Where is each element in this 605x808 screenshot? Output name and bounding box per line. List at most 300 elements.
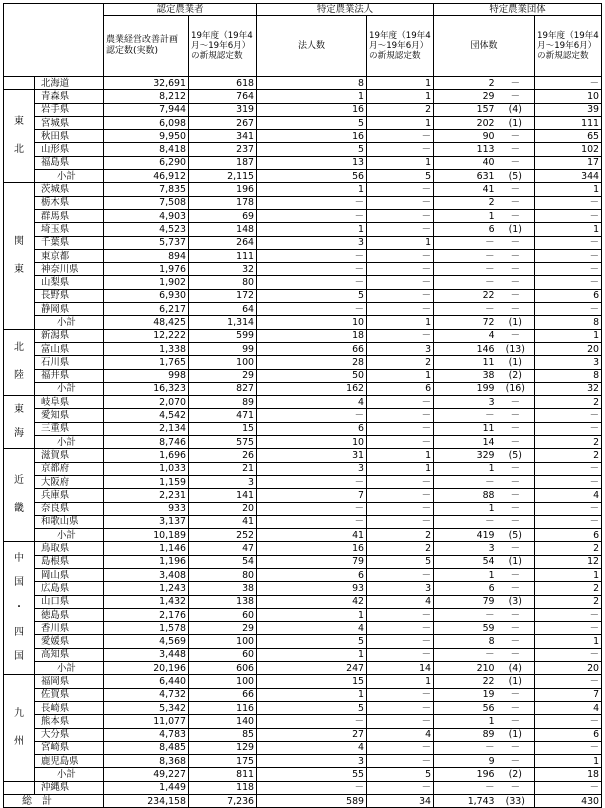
- corp-new-cell: －: [367, 329, 434, 342]
- org-new-cell: －: [535, 77, 602, 90]
- corp-count-cell: －: [257, 781, 367, 794]
- org-new-cell: 4: [535, 489, 602, 502]
- corp-count-cell: 16: [257, 103, 367, 116]
- org-new-cell: －: [535, 249, 602, 262]
- org-new-cell: 8: [535, 369, 602, 382]
- corp-count-cell: 6: [257, 422, 367, 435]
- table-row: [4, 675, 602, 688]
- corp-new-cell: －: [367, 409, 434, 422]
- certified-new-cell: 85: [189, 728, 257, 741]
- subtotal-label: 小計: [35, 170, 104, 183]
- prefecture-name: 秋田県: [35, 130, 104, 143]
- org-paren-cell: －: [497, 741, 535, 754]
- prefecture-name: 鹿児島県: [35, 755, 104, 768]
- org-paren-cell: －: [497, 582, 535, 595]
- prefecture-name: 京都府: [35, 462, 104, 475]
- corp-count-cell: －: [257, 475, 367, 488]
- org-new-cell: 1: [535, 183, 602, 196]
- certified-count-cell: 2,176: [104, 608, 189, 621]
- certified-count-cell: 1,338: [104, 342, 189, 355]
- certified-new-cell: 80: [189, 276, 257, 289]
- table-row: [4, 236, 602, 249]
- table-row: [4, 263, 602, 276]
- corp-count-cell: －: [257, 515, 367, 528]
- certified-count-cell: 32,691: [104, 77, 189, 90]
- table-body: [4, 77, 602, 808]
- certified-new-cell: 29: [189, 622, 257, 635]
- org-count-cell: 11: [434, 422, 497, 435]
- corp-count-cell: 56: [257, 170, 367, 183]
- corp-count-cell: 18: [257, 329, 367, 342]
- org-count-cell: 419: [434, 529, 497, 542]
- certified-count-cell: 2,231: [104, 489, 189, 502]
- org-new-cell: －: [535, 741, 602, 754]
- org-count-cell: 3: [434, 396, 497, 409]
- corp-new-cell: －: [367, 276, 434, 289]
- certified-new-cell: 764: [189, 90, 257, 103]
- certified-new-cell: 196: [189, 183, 257, 196]
- corp-count-cell: 4: [257, 396, 367, 409]
- corp-new-cell: －: [367, 303, 434, 316]
- org-count-cell: 59: [434, 622, 497, 635]
- header-org-group: 特定農業団体: [434, 4, 602, 16]
- org-count-cell: 1: [434, 715, 497, 728]
- region-label-cell: [4, 329, 35, 395]
- org-new-cell: －: [535, 422, 602, 435]
- certified-count-cell: 11,077: [104, 715, 189, 728]
- org-count-cell: 54: [434, 555, 497, 568]
- corp-new-cell: －: [367, 489, 434, 502]
- org-count-cell: －: [434, 249, 497, 262]
- org-count-cell: 202: [434, 116, 497, 129]
- certified-new-cell: 341: [189, 130, 257, 143]
- corp-new-cell: 3: [367, 582, 434, 595]
- certified-count-cell: 1,976: [104, 263, 189, 276]
- org-count-cell: 8: [434, 635, 497, 648]
- table-row: [4, 741, 602, 754]
- region-label-char: 国: [14, 577, 24, 589]
- prefecture-name: 静岡県: [35, 303, 104, 316]
- table-row: [4, 156, 602, 169]
- prefecture-name: 和歌山県: [35, 515, 104, 528]
- table-row: [4, 635, 602, 648]
- corp-count-cell: 8: [257, 77, 367, 90]
- table-row: [4, 116, 602, 129]
- certified-count-cell: 4,542: [104, 409, 189, 422]
- certified-new-cell: 3: [189, 475, 257, 488]
- certified-count-cell: 1,146: [104, 542, 189, 555]
- corp-count-cell: 42: [257, 595, 367, 608]
- certified-count-cell: 1,696: [104, 449, 189, 462]
- corp-count-cell: 5: [257, 289, 367, 302]
- org-paren-cell: －: [497, 276, 535, 289]
- certified-new-cell: 54: [189, 555, 257, 568]
- certified-new-cell: 116: [189, 701, 257, 714]
- org-count-cell: 210: [434, 662, 497, 675]
- org-paren-cell: －: [497, 608, 535, 621]
- region-label-char: 北: [14, 342, 24, 354]
- prefecture-name: 群馬県: [35, 209, 104, 222]
- corp-count-cell: 5: [257, 635, 367, 648]
- table-row: [4, 542, 602, 555]
- corp-count-cell: －: [257, 209, 367, 222]
- org-paren-cell: －: [497, 422, 535, 435]
- prefecture-name: 東京都: [35, 249, 104, 262]
- org-paren-cell: －: [497, 77, 535, 90]
- prefecture-name: 滋賀県: [35, 449, 104, 462]
- org-new-cell: －: [535, 515, 602, 528]
- org-count-cell: 88: [434, 489, 497, 502]
- certified-new-cell: 129: [189, 741, 257, 754]
- org-new-cell: 1: [535, 329, 602, 342]
- corp-count-cell: 162: [257, 382, 367, 395]
- corp-new-cell: －: [367, 183, 434, 196]
- corp-new-cell: －: [367, 701, 434, 714]
- org-paren-cell: －: [497, 329, 535, 342]
- org-count-cell: －: [434, 409, 497, 422]
- org-count-cell: 11: [434, 356, 497, 369]
- corp-new-cell: 3: [367, 342, 434, 355]
- corp-new-cell: －: [367, 209, 434, 222]
- certified-count-cell: 1,765: [104, 356, 189, 369]
- org-new-cell: 17: [535, 156, 602, 169]
- certified-new-cell: 100: [189, 356, 257, 369]
- org-new-cell: －: [535, 276, 602, 289]
- corp-new-cell: 2: [367, 529, 434, 542]
- certified-count-cell: 46,912: [104, 170, 189, 183]
- corp-count-cell: 4: [257, 741, 367, 754]
- table-row: [4, 289, 602, 302]
- subtotal-label: 小計: [35, 662, 104, 675]
- org-count-cell: 41: [434, 183, 497, 196]
- org-new-cell: 1: [535, 635, 602, 648]
- region-label-char: 中: [14, 552, 24, 564]
- org-paren-cell: －: [497, 209, 535, 222]
- header-corp-group: 特定農業法人: [257, 4, 434, 16]
- table-row: [4, 249, 602, 262]
- grand-total-row: [4, 795, 602, 808]
- table-row: [4, 781, 602, 794]
- org-count-cell: 9: [434, 755, 497, 768]
- corp-new-cell: －: [367, 475, 434, 488]
- org-paren-cell: －: [497, 90, 535, 103]
- org-new-cell: 32: [535, 382, 602, 395]
- corp-count-cell: 247: [257, 662, 367, 675]
- org-count-cell: －: [434, 608, 497, 621]
- org-paren-cell: －: [497, 502, 535, 515]
- org-paren-cell: (2): [497, 369, 535, 382]
- certified-new-cell: 187: [189, 156, 257, 169]
- corp-new-cell: －: [367, 568, 434, 581]
- corp-count-cell: 5: [257, 143, 367, 156]
- org-new-cell: 1: [535, 568, 602, 581]
- certified-new-cell: 471: [189, 409, 257, 422]
- certified-new-cell: 178: [189, 196, 257, 209]
- org-new-cell: 7: [535, 688, 602, 701]
- corp-count-cell: 66: [257, 342, 367, 355]
- certified-count-cell: 2,134: [104, 422, 189, 435]
- org-count-cell: 2: [434, 77, 497, 90]
- corp-count-cell: 6: [257, 568, 367, 581]
- corp-new-cell: －: [367, 648, 434, 661]
- prefecture-name: 長野県: [35, 289, 104, 302]
- corp-new-cell: －: [367, 781, 434, 794]
- corp-count-cell: 1: [257, 608, 367, 621]
- corp-new-cell: 2: [367, 356, 434, 369]
- org-paren-cell: －: [497, 568, 535, 581]
- org-paren-cell: －: [497, 156, 535, 169]
- org-new-cell: 18: [535, 768, 602, 781]
- subtotal-label: 小計: [35, 768, 104, 781]
- org-paren-cell: (3): [497, 595, 535, 608]
- corp-count-cell: 7: [257, 489, 367, 502]
- prefecture-name: 福井県: [35, 369, 104, 382]
- corp-new-cell: －: [367, 688, 434, 701]
- org-count-cell: －: [434, 303, 497, 316]
- org-new-cell: 20: [535, 662, 602, 675]
- table-row: [4, 356, 602, 369]
- certified-count-cell: 3,448: [104, 648, 189, 661]
- org-new-cell: 6: [535, 529, 602, 542]
- org-paren-cell: (1): [497, 555, 535, 568]
- table-row: [4, 130, 602, 143]
- certified-new-cell: 60: [189, 608, 257, 621]
- org-count-cell: 90: [434, 130, 497, 143]
- certified-new-cell: 89: [189, 396, 257, 409]
- total-corp-new-cell: 34: [367, 795, 434, 808]
- prefecture-name: 沖縄県: [35, 781, 104, 794]
- prefecture-name: 熊本県: [35, 715, 104, 728]
- certified-new-cell: 21: [189, 462, 257, 475]
- subtotal-label: 小計: [35, 316, 104, 329]
- org-count-cell: 14: [434, 436, 497, 449]
- certified-count-cell: 4,732: [104, 688, 189, 701]
- corp-new-cell: 1: [367, 77, 434, 90]
- region-label-char: 陸: [14, 370, 24, 382]
- total-org-count-cell: 1,743: [434, 795, 497, 808]
- corp-new-cell: 1: [367, 90, 434, 103]
- header-certified-group: 認定農業者: [104, 4, 257, 16]
- region-label-cell: [4, 449, 35, 542]
- org-count-cell: 157: [434, 103, 497, 116]
- org-paren-cell: (4): [497, 662, 535, 675]
- region-label-cell: [4, 183, 35, 329]
- org-new-cell: 8: [535, 316, 602, 329]
- certified-new-cell: 20: [189, 502, 257, 515]
- certified-count-cell: 8,418: [104, 143, 189, 156]
- org-new-cell: －: [535, 236, 602, 249]
- certified-new-cell: 172: [189, 289, 257, 302]
- table-row: [4, 77, 602, 90]
- prefecture-name: 鳥取県: [35, 542, 104, 555]
- corp-count-cell: －: [257, 715, 367, 728]
- org-new-cell: －: [535, 209, 602, 222]
- org-paren-cell: －: [497, 755, 535, 768]
- subtotal-label: 小計: [35, 529, 104, 542]
- subtotal-row: [4, 436, 602, 449]
- table-row: [4, 502, 602, 515]
- org-count-cell: 196: [434, 768, 497, 781]
- org-new-cell: 2: [535, 449, 602, 462]
- org-new-cell: －: [535, 675, 602, 688]
- corp-count-cell: －: [257, 409, 367, 422]
- table-row: [4, 568, 602, 581]
- certified-count-cell: 12,222: [104, 329, 189, 342]
- org-new-cell: 65: [535, 130, 602, 143]
- prefecture-name: 広島県: [35, 582, 104, 595]
- prefecture-name: 岡山県: [35, 568, 104, 581]
- prefecture-name: 山形県: [35, 143, 104, 156]
- prefecture-name: 岩手県: [35, 103, 104, 116]
- prefecture-name: 宮城県: [35, 116, 104, 129]
- org-count-cell: 6: [434, 582, 497, 595]
- corp-count-cell: 15: [257, 675, 367, 688]
- org-new-cell: 10: [535, 90, 602, 103]
- certified-new-cell: 80: [189, 568, 257, 581]
- certified-new-cell: 175: [189, 755, 257, 768]
- table-row: [4, 329, 602, 342]
- subtotal-label: 小計: [35, 436, 104, 449]
- corp-new-cell: 6: [367, 382, 434, 395]
- certified-new-cell: 100: [189, 675, 257, 688]
- grand-total-label: 総 計: [4, 795, 104, 808]
- org-count-cell: 4: [434, 329, 497, 342]
- region-label-cell: [4, 90, 35, 183]
- corp-new-cell: －: [367, 143, 434, 156]
- prefecture-name: 徳島県: [35, 608, 104, 621]
- certified-new-cell: 60: [189, 648, 257, 661]
- certified-new-cell: 15: [189, 422, 257, 435]
- certified-count-cell: 1,196: [104, 555, 189, 568]
- certified-new-cell: 1,314: [189, 316, 257, 329]
- certified-new-cell: 32: [189, 263, 257, 276]
- table-row: [4, 555, 602, 568]
- corp-new-cell: －: [367, 635, 434, 648]
- prefecture-name: 佐賀県: [35, 688, 104, 701]
- prefecture-name: 岐阜県: [35, 396, 104, 409]
- org-paren-cell: －: [497, 462, 535, 475]
- certified-count-cell: 20,196: [104, 662, 189, 675]
- table-row: [4, 143, 602, 156]
- table-row: [4, 103, 602, 116]
- subtotal-row: [4, 316, 602, 329]
- org-count-cell: －: [434, 236, 497, 249]
- prefecture-name: 奈良県: [35, 502, 104, 515]
- certified-new-cell: 264: [189, 236, 257, 249]
- corp-count-cell: 10: [257, 316, 367, 329]
- org-new-cell: －: [535, 462, 602, 475]
- corp-count-cell: 16: [257, 542, 367, 555]
- org-count-cell: 631: [434, 170, 497, 183]
- org-count-cell: 146: [434, 342, 497, 355]
- table-row: [4, 608, 602, 621]
- prefecture-name: 愛媛県: [35, 635, 104, 648]
- certified-count-cell: 8,368: [104, 755, 189, 768]
- prefecture-name: 福岡県: [35, 675, 104, 688]
- certified-count-cell: 8,746: [104, 436, 189, 449]
- corp-new-cell: 4: [367, 728, 434, 741]
- corp-count-cell: 16: [257, 130, 367, 143]
- corp-new-cell: 1: [367, 369, 434, 382]
- certified-count-cell: 1,243: [104, 582, 189, 595]
- table-row: [4, 715, 602, 728]
- certified-new-cell: 41: [189, 515, 257, 528]
- certified-new-cell: 38: [189, 582, 257, 595]
- org-new-cell: 39: [535, 103, 602, 116]
- subtotal-row: [4, 662, 602, 675]
- org-paren-cell: －: [497, 263, 535, 276]
- org-paren-cell: －: [497, 236, 535, 249]
- org-paren-cell: －: [497, 409, 535, 422]
- org-new-cell: －: [535, 475, 602, 488]
- org-new-cell: 2: [535, 595, 602, 608]
- corp-new-cell: －: [367, 608, 434, 621]
- org-new-cell: －: [535, 648, 602, 661]
- certified-new-cell: 100: [189, 635, 257, 648]
- corp-count-cell: －: [257, 276, 367, 289]
- org-paren-cell: －: [497, 303, 535, 316]
- org-new-cell: 2: [535, 396, 602, 409]
- org-paren-cell: (1): [497, 223, 535, 236]
- prefecture-name: 栃木県: [35, 196, 104, 209]
- table-row: [4, 489, 602, 502]
- prefecture-name: 埼玉県: [35, 223, 104, 236]
- org-count-cell: 6: [434, 223, 497, 236]
- certified-count-cell: 7,835: [104, 183, 189, 196]
- corp-count-cell: 79: [257, 555, 367, 568]
- prefecture-name: 三重県: [35, 422, 104, 435]
- corp-count-cell: －: [257, 502, 367, 515]
- certified-new-cell: 111: [189, 249, 257, 262]
- org-paren-cell: －: [497, 515, 535, 528]
- prefecture-name: 山口県: [35, 595, 104, 608]
- corp-count-cell: 31: [257, 449, 367, 462]
- corp-count-cell: 41: [257, 529, 367, 542]
- corp-count-cell: 10: [257, 436, 367, 449]
- corp-new-cell: 5: [367, 555, 434, 568]
- org-paren-cell: (1): [497, 356, 535, 369]
- certified-count-cell: 8,485: [104, 741, 189, 754]
- region-label-char: 州: [14, 736, 24, 748]
- table-row: [4, 422, 602, 435]
- prefecture-name: 島根県: [35, 555, 104, 568]
- region-label-char: 東: [14, 264, 24, 275]
- certified-count-cell: 6,217: [104, 303, 189, 316]
- org-new-cell: 20: [535, 342, 602, 355]
- prefecture-name: 山梨県: [35, 276, 104, 289]
- corp-new-cell: 1: [367, 449, 434, 462]
- certified-count-cell: 9,950: [104, 130, 189, 143]
- table-row: [4, 196, 602, 209]
- total-corp-count-cell: 589: [257, 795, 367, 808]
- certified-count-cell: 3,137: [104, 515, 189, 528]
- region-label-char: 四: [14, 626, 24, 638]
- table-row: [4, 648, 602, 661]
- region-label-char: ・: [14, 602, 24, 614]
- certified-count-cell: 1,578: [104, 622, 189, 635]
- corp-count-cell: 3: [257, 462, 367, 475]
- corp-new-cell: －: [367, 622, 434, 635]
- certified-count-cell: 48,425: [104, 316, 189, 329]
- org-count-cell: －: [434, 781, 497, 794]
- org-count-cell: 113: [434, 143, 497, 156]
- table-row: [4, 462, 602, 475]
- org-count-cell: 1: [434, 502, 497, 515]
- certified-count-cell: 6,290: [104, 156, 189, 169]
- org-new-cell: 344: [535, 170, 602, 183]
- certified-new-cell: 237: [189, 143, 257, 156]
- corp-new-cell: 2: [367, 542, 434, 555]
